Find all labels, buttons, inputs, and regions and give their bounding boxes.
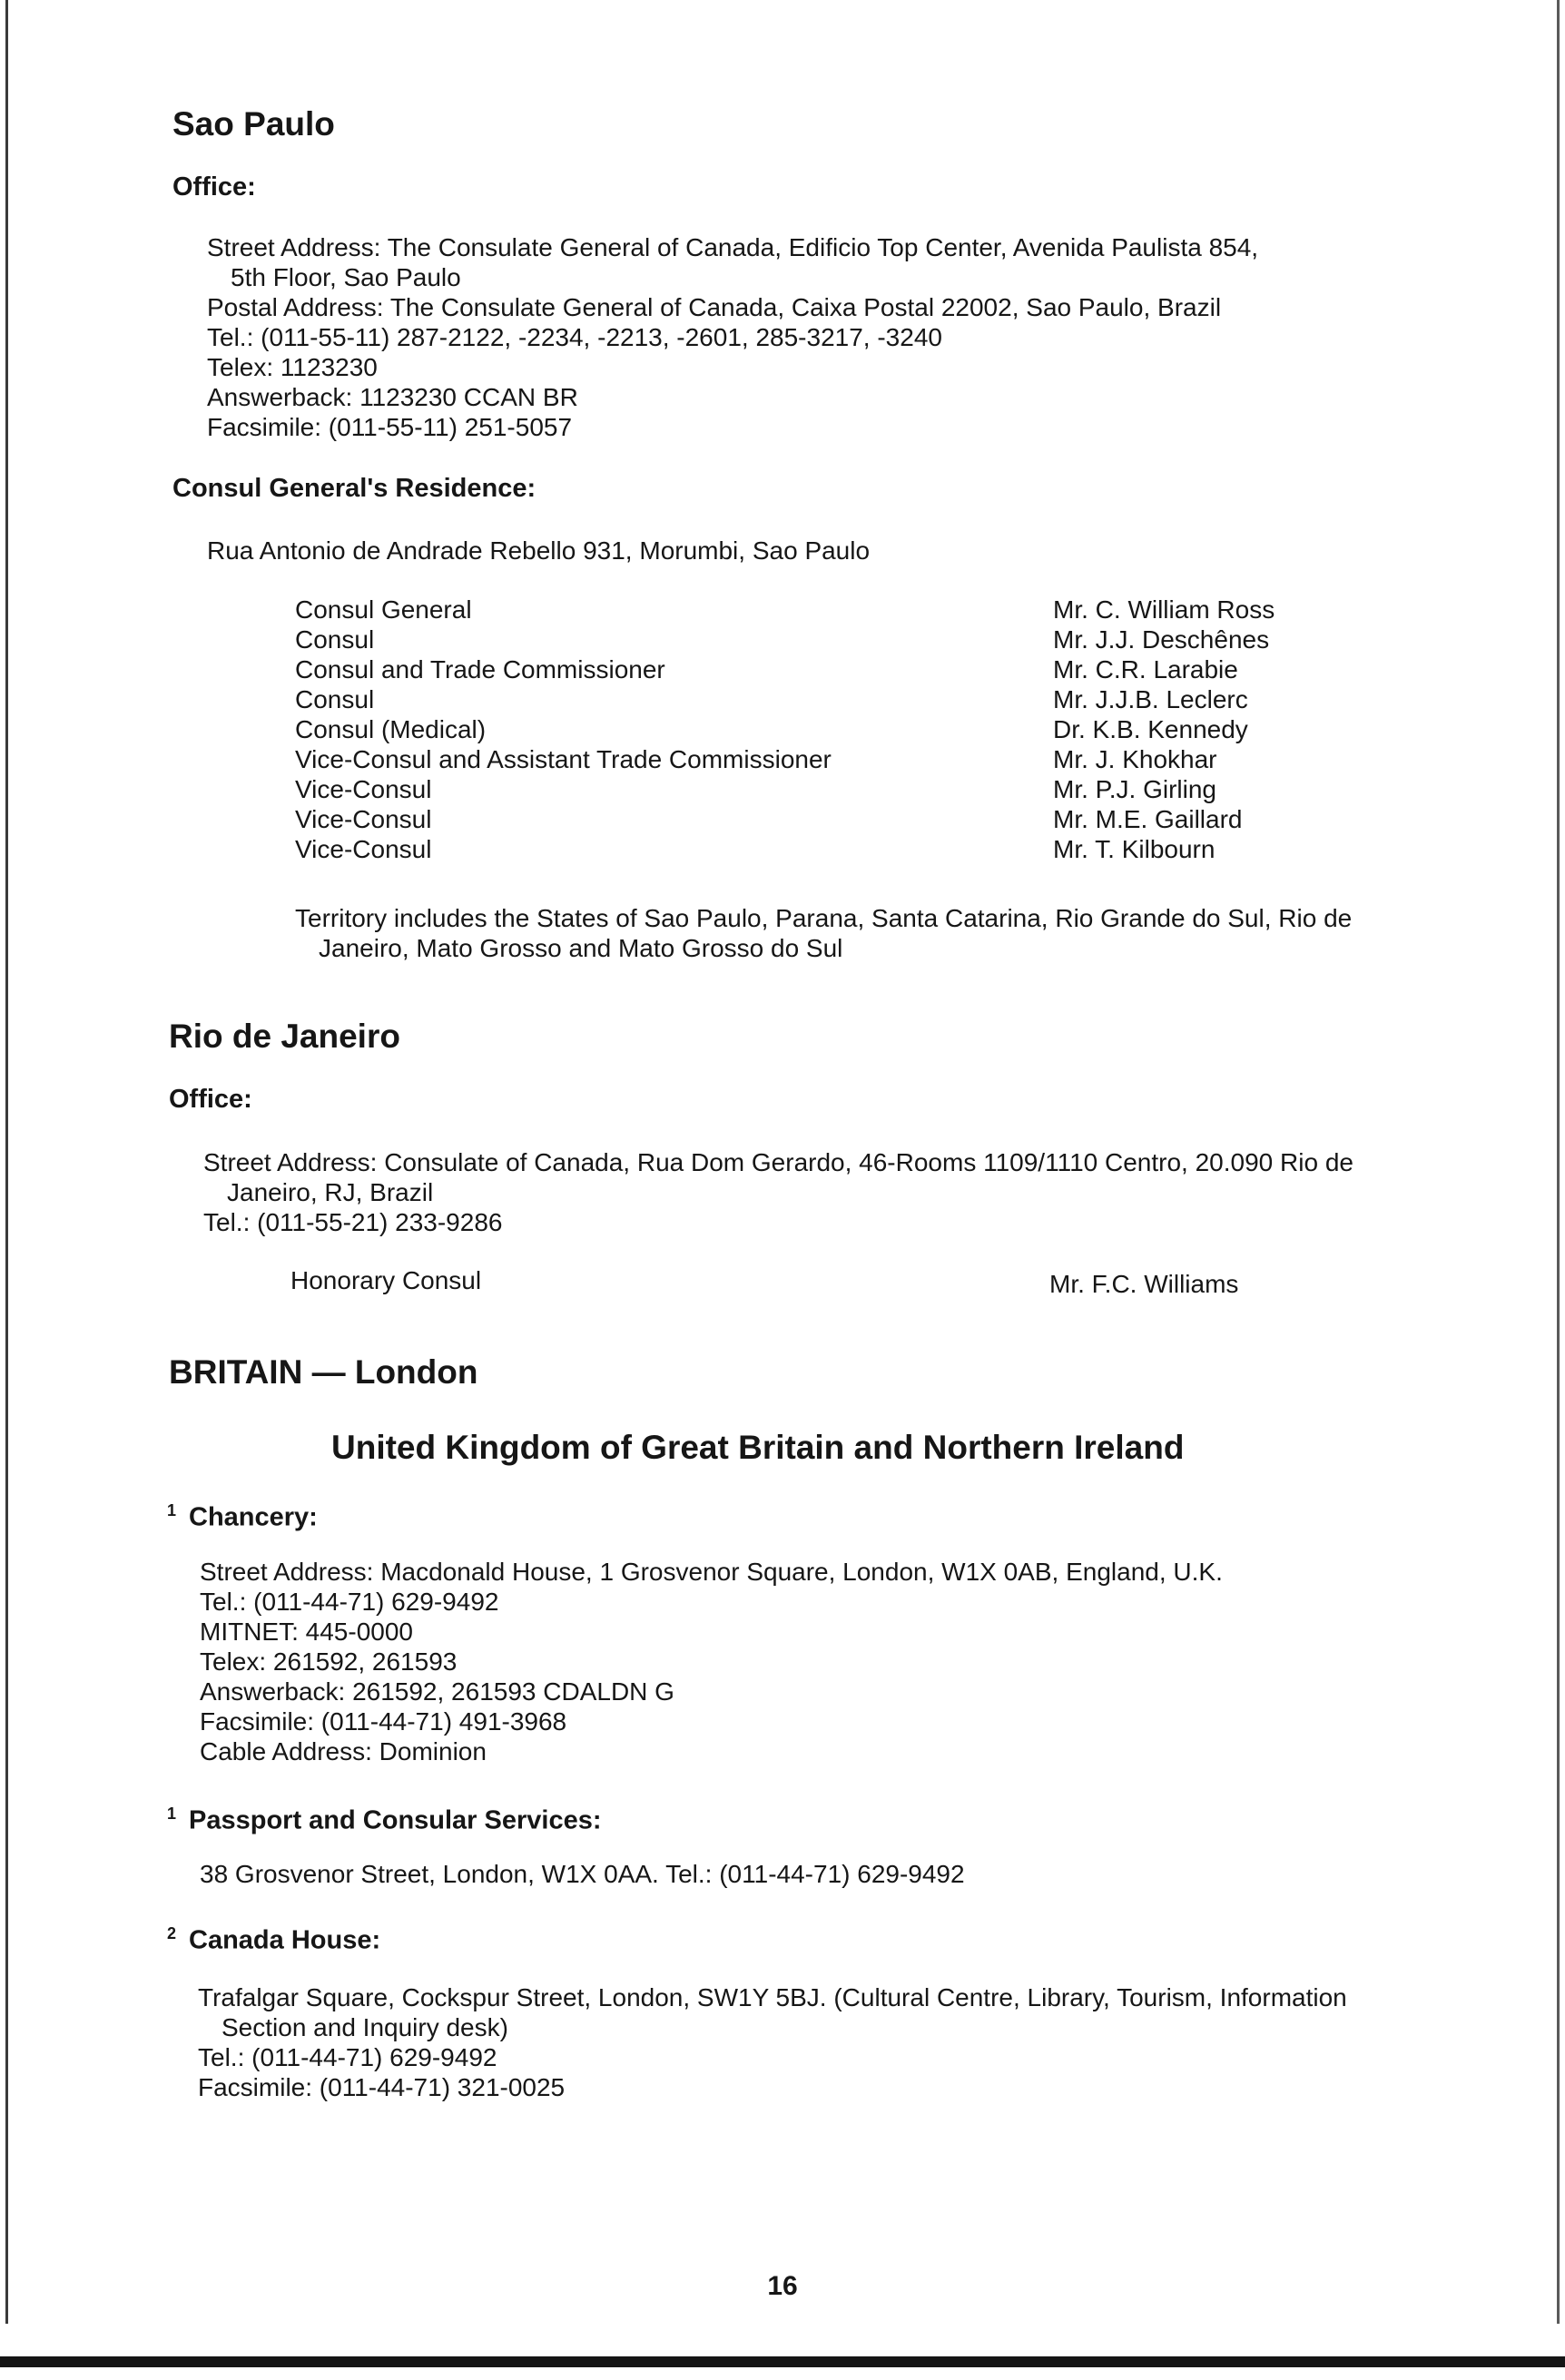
staff-name: Mr. J.J.B. Leclerc [1053, 685, 1248, 713]
staff-name: Mr. J.J. Deschênes [1053, 625, 1270, 654]
staff-row [295, 804, 1475, 834]
staff-title: Vice-Consul [295, 775, 432, 803]
territory-note [295, 903, 1352, 963]
staff-title: Consul General [295, 595, 472, 624]
chancery-line: Answerback: 261592, 261593 CDALDN G [200, 1677, 674, 1706]
territory-line: Janeiro, Mato Grosso and Mato Grosso do Sul [319, 934, 843, 962]
staff-name: Mr. P.J. Girling [1053, 775, 1216, 803]
office-line: Tel.: (011-55-11) 287-2122, -2234, -2213, -2601, 285-3217, -3240 [207, 323, 942, 351]
staff-name: Mr. T. Kilbourn [1053, 835, 1216, 863]
office-line: Street Address: Consulate of Canada, Rua Dom Gerardo, 46-Rooms 1109/1110 Centro, 20.090 Rio de [203, 1148, 1353, 1176]
office-line: Street Address: The Consulate General of Canada, Edificio Top Center, Avenida Paulista 854, [207, 233, 1259, 261]
page-number: 16 [767, 2271, 798, 2301]
passport-address: 38 Grosvenor Street, London, W1X 0AA. Tel.: (011-44-71) 629-9492 [200, 1860, 965, 1888]
staff-row [295, 714, 1475, 744]
canada-house-line: Facsimile: (011-44-71) 321-0025 [198, 2073, 566, 2101]
staff-title: Consul and Trade Commissioner [295, 655, 665, 684]
canada-house-label-row [167, 1917, 380, 1957]
staff-name: Mr. C. William Ross [1053, 595, 1275, 624]
staff-title: Vice-Consul and Assistant Trade Commissioner [295, 745, 832, 773]
chancery-line: Telex: 261592, 261593 [200, 1647, 458, 1676]
staff-name: Dr. K.B. Kennedy [1053, 715, 1248, 743]
chancery-label: Chancery: [189, 1502, 318, 1532]
territory-line: Territory includes the States of Sao Paulo, Parana, Santa Catarina, Rio Grande do Sul, Rio de [295, 904, 1353, 932]
staff-row [295, 834, 1475, 864]
canada-house-label: Canada House: [189, 1925, 381, 1955]
staff-title: Honorary Consul [290, 1266, 482, 1294]
office-line: Telex: 1123230 [207, 353, 378, 381]
staff-name: Mr. C.R. Larabie [1053, 655, 1238, 684]
rio-heading: Rio de Janeiro [169, 1018, 400, 1055]
scan-edge-left [5, 0, 8, 2324]
residence-label: Consul General's Residence: [172, 474, 536, 503]
office-line: Facsimile: (011-55-11) 251-5057 [207, 413, 573, 441]
office-line: Answerback: 1123230 CCAN BR [207, 383, 578, 411]
staff-row [295, 625, 1475, 654]
staff-row [295, 654, 1475, 684]
staff-row [295, 595, 1475, 625]
rio-staff-list [290, 1265, 1471, 1298]
staff-title: Consul [295, 685, 375, 713]
chancery-line: Tel.: (011-44-71) 629-9492 [200, 1588, 499, 1616]
office-line: Janeiro, RJ, Brazil [227, 1178, 434, 1206]
staff-title: Consul (Medical) [295, 715, 487, 743]
staff-name: Mr. J. Khokhar [1053, 745, 1217, 773]
footnote-marker: 1 [167, 1805, 177, 1823]
office-line: 5th Floor, Sao Paulo [231, 263, 461, 291]
staff-title: Vice-Consul [295, 835, 432, 863]
residence-address: Rua Antonio de Andrade Rebello 931, Morumbi, Sao Paulo [207, 536, 871, 565]
chancery-block [200, 1557, 1223, 1766]
staff-name: Mr. F.C. Williams [1049, 1270, 1239, 1298]
rio-office-block [203, 1147, 1353, 1237]
office-line: Tel.: (011-55-21) 233-9286 [203, 1208, 503, 1236]
passport-label: Passport and Consular Services: [189, 1805, 602, 1835]
sao-paulo-office-label: Office: [172, 172, 256, 202]
chancery-line: Cable Address: Dominion [200, 1737, 487, 1765]
canada-house-line: Tel.: (011-44-71) 629-9492 [198, 2043, 497, 2071]
staff-row [290, 1265, 1471, 1298]
staff-row [295, 684, 1475, 714]
staff-name: Mr. M.E. Gaillard [1053, 805, 1243, 833]
chancery-label-row [167, 1494, 318, 1534]
chancery-line: Facsimile: (011-44-71) 491-3968 [200, 1707, 567, 1736]
sao-paulo-office-block [207, 232, 1258, 442]
staff-row [295, 744, 1475, 774]
chancery-line: Street Address: Macdonald House, 1 Grosvenor Square, London, W1X 0AB, England, U.K. [200, 1558, 1223, 1586]
office-line: Postal Address: The Consulate General of Canada, Caixa Postal 22002, Sao Paulo, Brazil [207, 293, 1222, 321]
rio-office-label: Office: [169, 1085, 252, 1114]
passport-label-row [167, 1797, 602, 1837]
footnote-marker: 1 [167, 1501, 177, 1519]
britain-subheading: United Kingdom of Great Britain and Northern Ireland [331, 1429, 1185, 1466]
britain-heading: BRITAIN — London [169, 1353, 478, 1391]
staff-title: Vice-Consul [295, 805, 432, 833]
canada-house-line: Trafalgar Square, Cockspur Street, London, SW1Y 5BJ. (Cultural Centre, Library, Tourism, Information [198, 1983, 1347, 2011]
staff-row [295, 774, 1475, 804]
scan-edge-right [1557, 0, 1560, 2324]
canada-house-block [198, 1982, 1347, 2102]
footnote-marker: 2 [167, 1924, 177, 1942]
sao-paulo-heading: Sao Paulo [172, 105, 335, 143]
chancery-line: MITNET: 445-0000 [200, 1618, 413, 1646]
staff-title: Consul [295, 625, 375, 654]
canada-house-line: Section and Inquiry desk) [221, 2013, 508, 2041]
sao-paulo-staff-list [295, 595, 1475, 864]
bottom-border [0, 2356, 1565, 2367]
